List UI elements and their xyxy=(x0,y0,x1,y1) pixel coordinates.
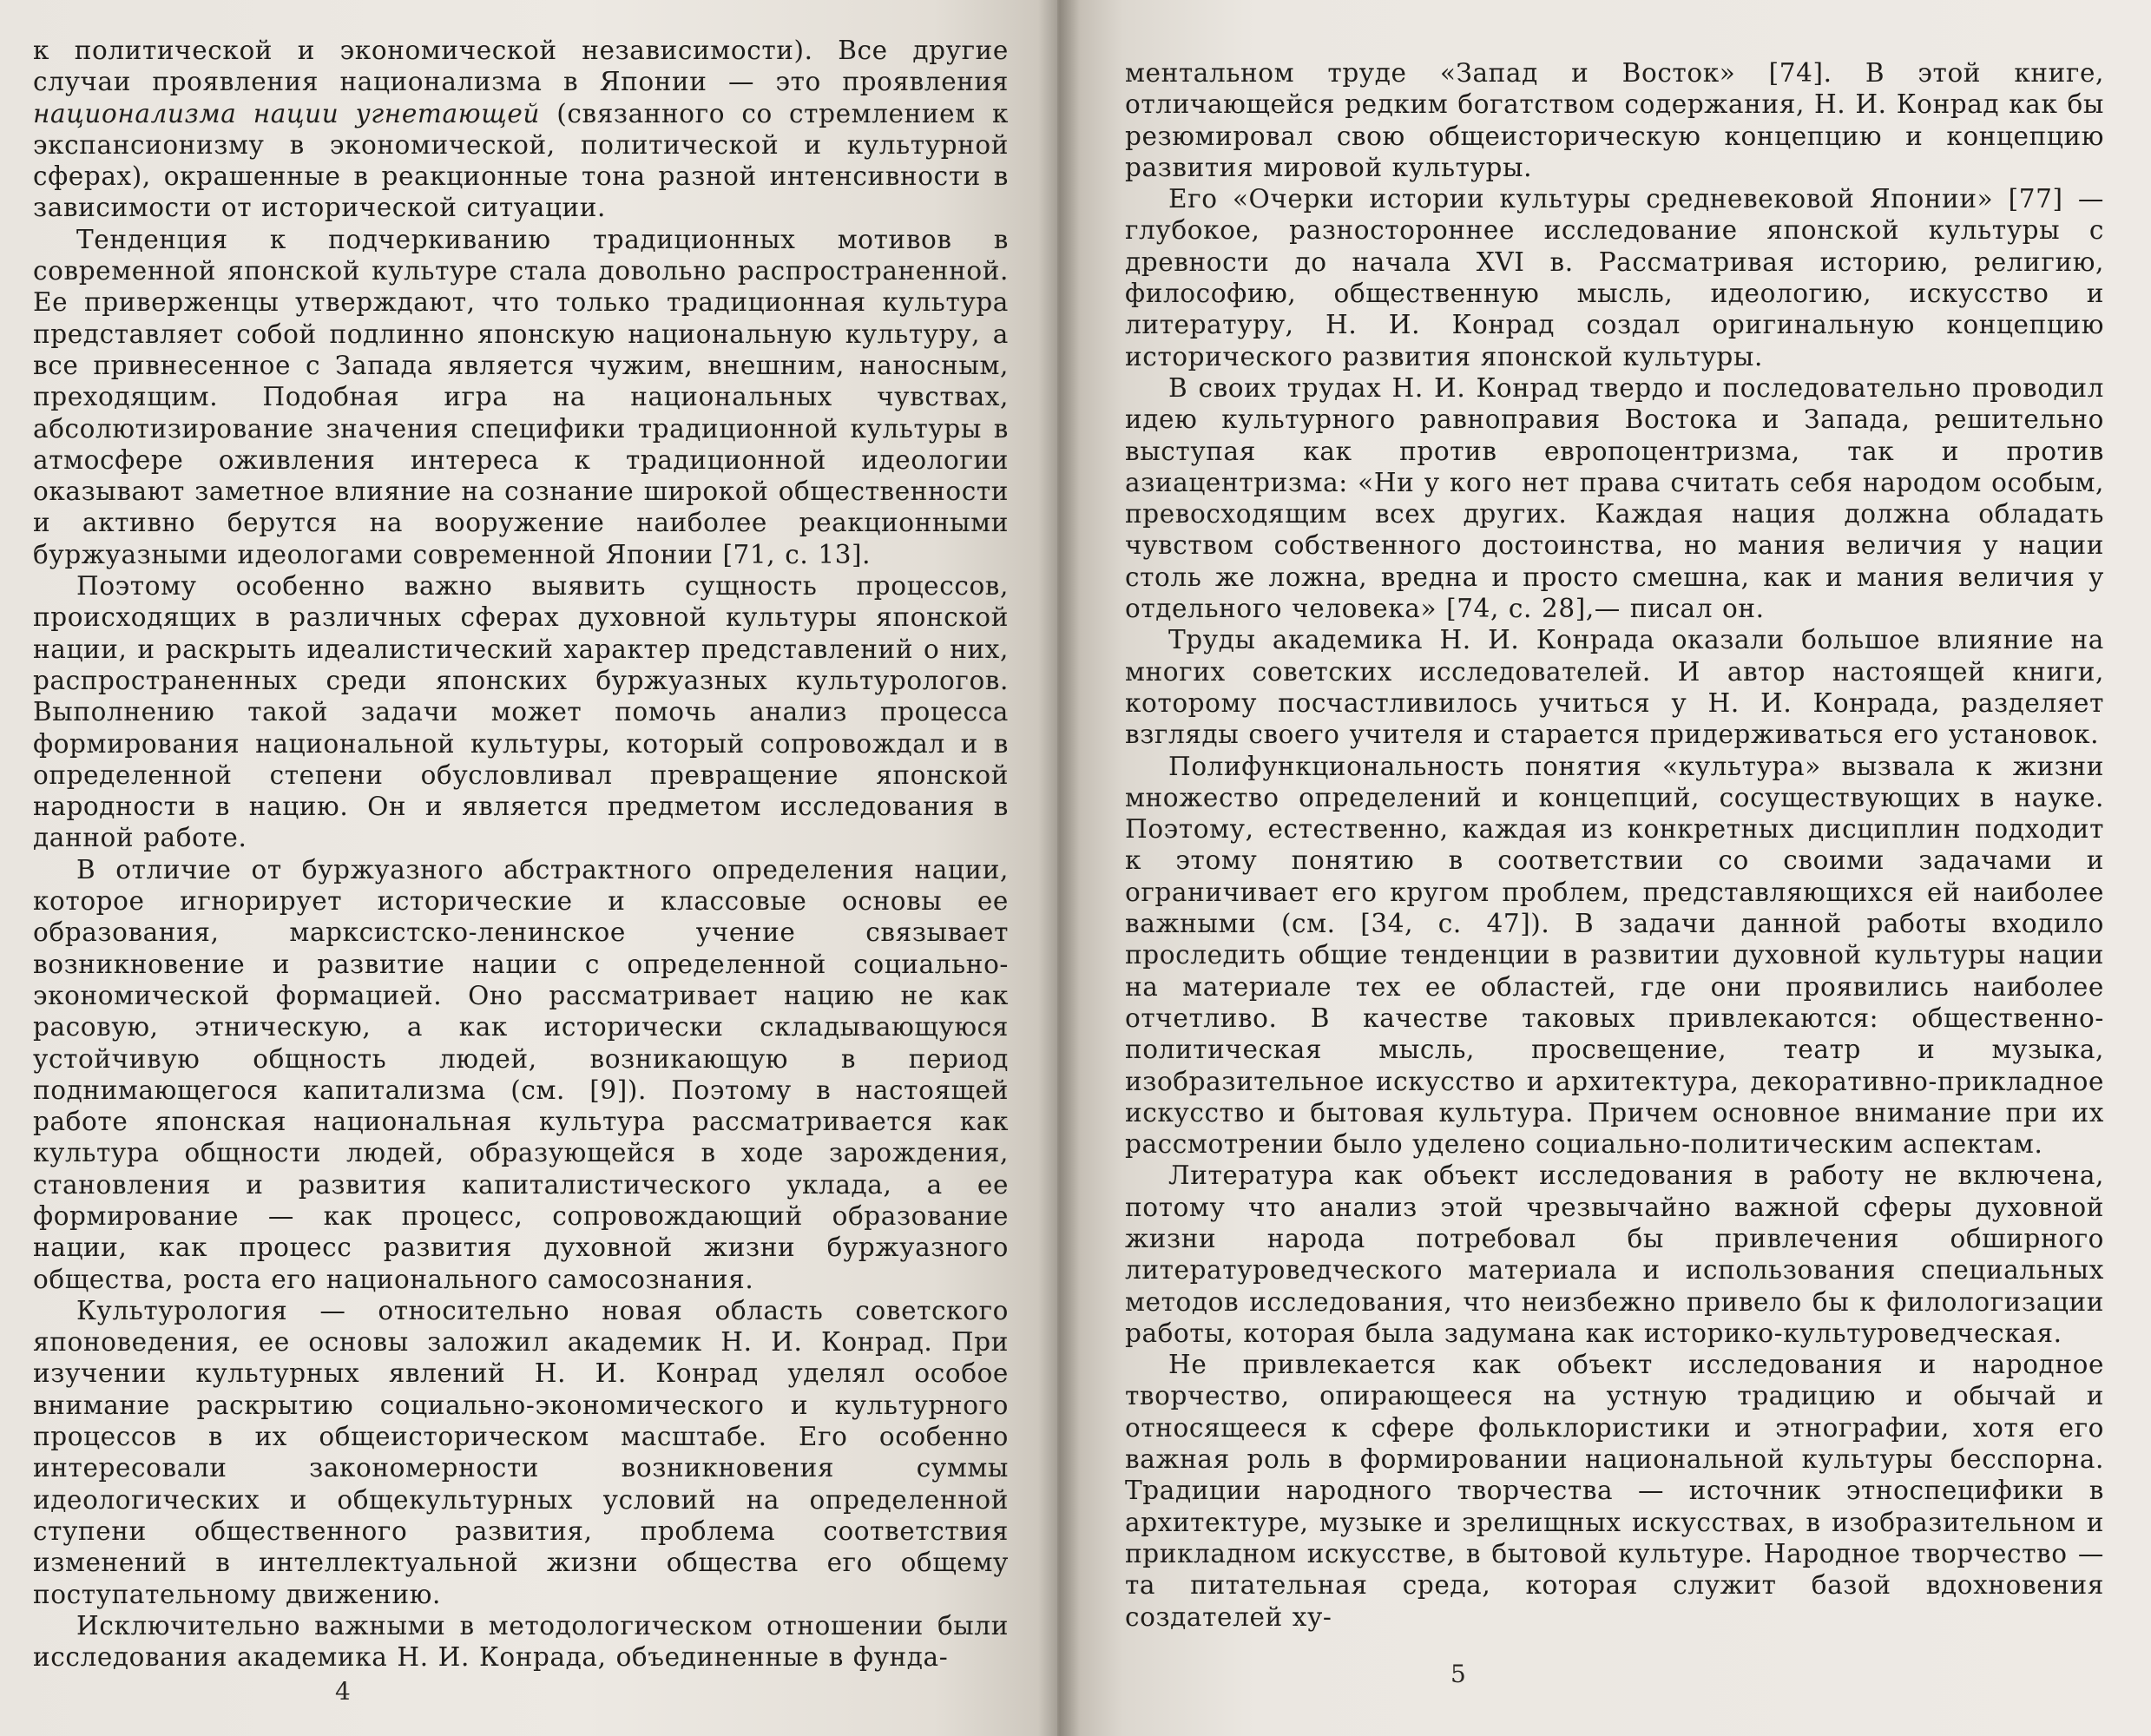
left-page xyxy=(0,0,1061,1736)
paragraph: Полифункциональность понятия «культура» вызвала к жизни множество определений и концепций, сосуществующих в науке. Поэтому, естественно, каждая из конкретных дисциплин подходит к этому понятию в соответствии со своими задачами и ограничивает его кругом проблем, представляющихся ей наиболее важными (см. [34, с. 47]). В задачи данной работы входило проследить общие тенденции в развитии духовной культуры нации на материале тех ее областей, где они проявились наиболее отчетливо. В качестве таковых привлекаются: общественно-политическая мысль, просвещение, театр и музыка, изобразительное искусство и архитектура, декоративно-прикладное искусство и бытовая культура. Причем основное внимание при их рассмотрении было уделено социально-политическим аспектам. xyxy=(1125,751,2104,1160)
page-number: 5 xyxy=(1450,1660,1466,1688)
italic-phrase: национализма нации угнетающей xyxy=(33,98,541,128)
paragraph xyxy=(33,35,1009,224)
paragraph: В отличие от буржуазного абстрактного определения нации, которое игнорирует исторические и классовые основы ее образования, марксистско-ленинское учение связывает возникновение и развитие нации с определенной социально-экономической формацией. Оно рассматривает нацию не как расовую, этническую, а как исторически складывающуюся устойчивую общность людей, возникающую в период поднимающегося капитализма (см. [9]). Поэтому в настоящей работе японская национальная культура рассматривается как культура общности людей, образующейся в ходе зарождения, становления и развития капиталистического уклада, а ее формирование — как процесс, сопровождающий образование нации, как процесс развития духовной жизни буржуазного общества, роста его национального самосознания. xyxy=(33,854,1009,1294)
paragraph: Труды академика Н. И. Конрада оказали большое влияние на многих советских исследователей. И автор настоящей книги, которому посчастливилось учиться у Н. И. Конрада, разделяет взгляды своего учителя и старается придерживаться его установок. xyxy=(1125,625,2104,750)
paragraph: ментальном труде «Запад и Восток» [74]. В этой книге, отличающейся редким богатством содержания, Н. И. Конрад как бы резюмировал свою общеисторическую концепцию и концепцию развития мировой культуры. xyxy=(1125,58,2104,182)
paragraph: Его «Очерки истории культуры средневековой Японии» [77] — глубокое, разностороннее исследование японской культуры с древности до начала XVI в. Рассматривая историю, религию, философию, общественную мысль, идеологию, искусство и литературу, Н. И. Конрад создал оригинальную концепцию исторического развития японской культуры. xyxy=(1125,184,2104,372)
paragraph: Тенденция к подчеркиванию традиционных мотивов в современной японской культуре стала довольно распространенной. Ее приверженцы утверждают, что только традиционная культура представляет собой подлинно японскую национальную культуру, а все привнесенное с Запада является чужим, внешним, наносным, преходящим. Подобная игра на национальных чувствах, абсолютизирование значения специфики традиционной культуры в атмосфере оживления интереса к традиционной идеологии оказывают заметное влияние на сознание широкой общественности и активно берутся на вооружение наиболее реакционными буржуазными идеологами современной Японии [71, с. 13]. xyxy=(33,224,1009,569)
left-page-text xyxy=(33,35,1009,1673)
paragraph: Поэтому особенно важно выявить сущность процессов, происходящих в различных сферах духовной культуры японской нации, и раскрыть идеалистический характер представлений о них, распространенных среди японских буржуазных культурологов. Выполнению такой задачи может помочь анализ процесса формирования национальной культуры, который сопровождал и в определенной степени обусловливал превращение японской народности в нацию. Он и является предметом исследования в данной работе. xyxy=(33,571,1009,853)
paragraph: Литература как объект исследования в работу не включена, потому что анализ этой чрезвычайно важной сферы духовной жизни народа потребовал бы привлечения обширного литературоведческого материала и использования специальных методов исследования, что неизбежно привело бы к филологизации работы, которая была задумана как историко-культуроведческая. xyxy=(1125,1161,2104,1348)
page-number: 4 xyxy=(335,1677,351,1706)
paragraph: Культурология — относительно новая область советского японоведения, ее основы заложил академик Н. И. Конрад. При изучении культурных явлений Н. И. Конрад уделял особое внимание раскрытию социально-экономического и культурного процессов в их общеисторическом масштабе. Его особенно интересовали закономерности возникновения суммы идеологических и общекультурных условий на определенной ступени общественного развития, проблема соответствия изменений в интеллектуальной жизни общества его общему поступательному движению. xyxy=(33,1295,1009,1609)
right-page xyxy=(1057,0,2151,1736)
paragraph: Не привлекается как объект исследования и народное творчество, опирающееся на устную традицию и обычай и относящееся к сфере фольклористики и этнографии, хотя его важная роль в формировании национальной культуры бесспорна. Традиции народного творчества — источник этноспецифики в архитектуре, музыке и зрелищных искусствах, в изобразительном и прикладном искусстве, в бытовой культуре. Народное творчество — та питательная среда, которая служит базой вдохновения создателей ху- xyxy=(1125,1350,2104,1632)
text-span: (связанного со стремлением к экспансионизму в экономической, политической и культурной сферах), окрашенные в реакционные тона разной интенсивности в зависимости от исторической ситуации. xyxy=(33,98,1009,223)
paragraph: В своих трудах Н. И. Конрад твердо и последовательно проводил идею культурного равноправия Востока и Запада, решительно выступая как против европоцентризма, так и против азиацентризма: «Ни у кого нет права считать себя народом особым, превосходящим всех других. Каждая нация должна обладать чувством собственного достоинства, но мания величия у нации столь же ложна, вредна и просто смешна, как и мания величия у отдельного человека» [74, с. 28],— писал он. xyxy=(1125,372,2104,624)
text-span: к политической и экономической независимости). Все другие случаи проявления национализма в Японии — это проявления xyxy=(33,36,1009,97)
paragraph: Исключительно важными в методологическом отношении были исследования академика Н. И. Конрада, объединенные в фунда- xyxy=(33,1610,1009,1673)
right-page-text xyxy=(1125,57,2104,1633)
